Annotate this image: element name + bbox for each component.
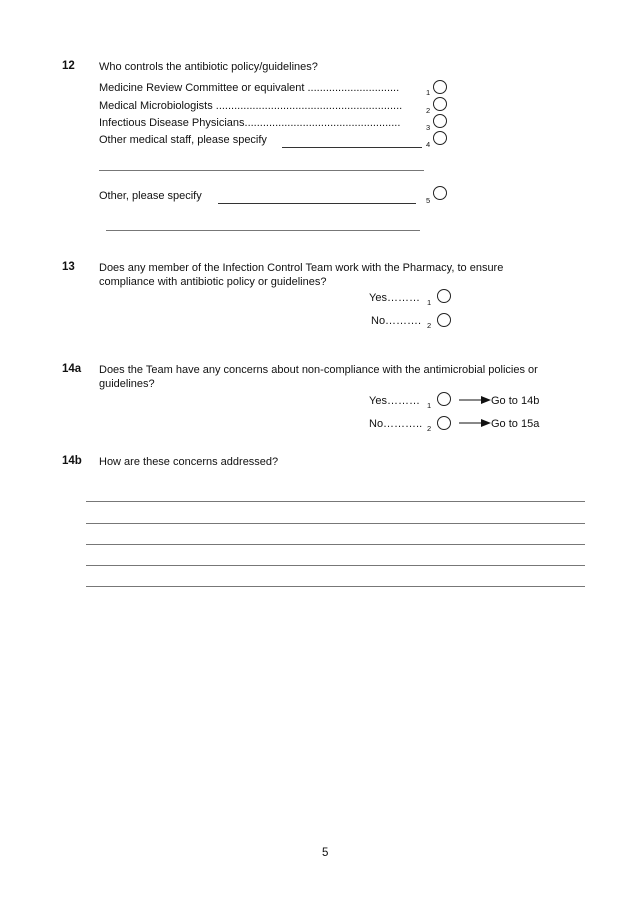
q12-option-2-radio[interactable] (433, 97, 447, 111)
q12-option-code: 1 (426, 88, 431, 97)
q14a-yes-radio[interactable] (437, 392, 451, 406)
arrow-right-icon (459, 418, 491, 428)
question-text-13-line1: Does any member of the Infection Control Team work with the Pharmacy, to ensure (99, 262, 504, 274)
answer-line[interactable] (86, 586, 585, 587)
q14a-yes-label: Yes……… (369, 395, 420, 407)
q13-no-code: 2 (427, 321, 432, 330)
question-number-13: 13 (62, 261, 75, 273)
q12-option-3-radio[interactable] (433, 114, 447, 128)
question-number-14a: 14a (62, 363, 82, 375)
q14a-no-goto: Go to 15a (491, 418, 540, 430)
q13-yes-label: Yes……… (369, 292, 420, 304)
page-number: 5 (322, 847, 329, 859)
q12-option-1-radio[interactable] (433, 80, 447, 94)
q12-option-4-radio[interactable] (433, 131, 447, 145)
q12-specify-line-4[interactable] (282, 147, 422, 148)
question-text-12: Who controls the antibiotic policy/guidelines? (99, 61, 318, 73)
q12-other-continuation-line[interactable] (106, 230, 420, 231)
q14a-yes-code: 1 (427, 401, 432, 410)
q14a-no-radio[interactable] (437, 416, 451, 430)
question-number-12: 12 (62, 60, 75, 72)
arrow-right-icon (459, 395, 491, 405)
question-number-14b: 14b (62, 455, 82, 467)
q13-no-label: No………. (371, 315, 422, 327)
question-text-14a-line1: Does the Team have any concerns about non-compliance with the antimicrobial policies or (99, 364, 538, 376)
q12-option-label: Medicine Review Committee or equivalent .............................. (99, 82, 400, 94)
q14a-no-label: No……….. (369, 418, 423, 430)
answer-line[interactable] (86, 544, 585, 545)
q13-no-radio[interactable] (437, 313, 451, 327)
q12-option-code: 2 (426, 106, 431, 115)
q13-yes-radio[interactable] (437, 289, 451, 303)
q14a-yes-goto: Go to 14b (491, 395, 540, 407)
q12-option-code: 5 (426, 196, 431, 205)
q12-option-label: Other, please specify (99, 190, 202, 202)
q12-specify-line-5[interactable] (218, 203, 416, 204)
answer-line[interactable] (86, 523, 585, 524)
question-text-14b: How are these concerns addressed? (99, 456, 279, 468)
question-text-14a-line2: guidelines? (99, 378, 155, 390)
q12-option-label: Infectious Disease Physicians................................................... (99, 117, 401, 129)
q12-option-label: Medical Microbiologists ............................................................. (99, 100, 403, 112)
answer-line[interactable] (86, 565, 585, 566)
q12-option-code: 3 (426, 123, 431, 132)
q12-option-5-radio[interactable] (433, 186, 447, 200)
answer-line[interactable] (86, 501, 585, 502)
q13-yes-code: 1 (427, 298, 432, 307)
q12-option-label: Other medical staff, please specify (99, 134, 267, 146)
question-text-13-line2: compliance with antibiotic policy or guidelines? (99, 276, 327, 288)
q14a-no-code: 2 (427, 424, 432, 433)
q12-option-code: 4 (426, 140, 431, 149)
q12-specify-continuation-line[interactable] (99, 170, 424, 171)
